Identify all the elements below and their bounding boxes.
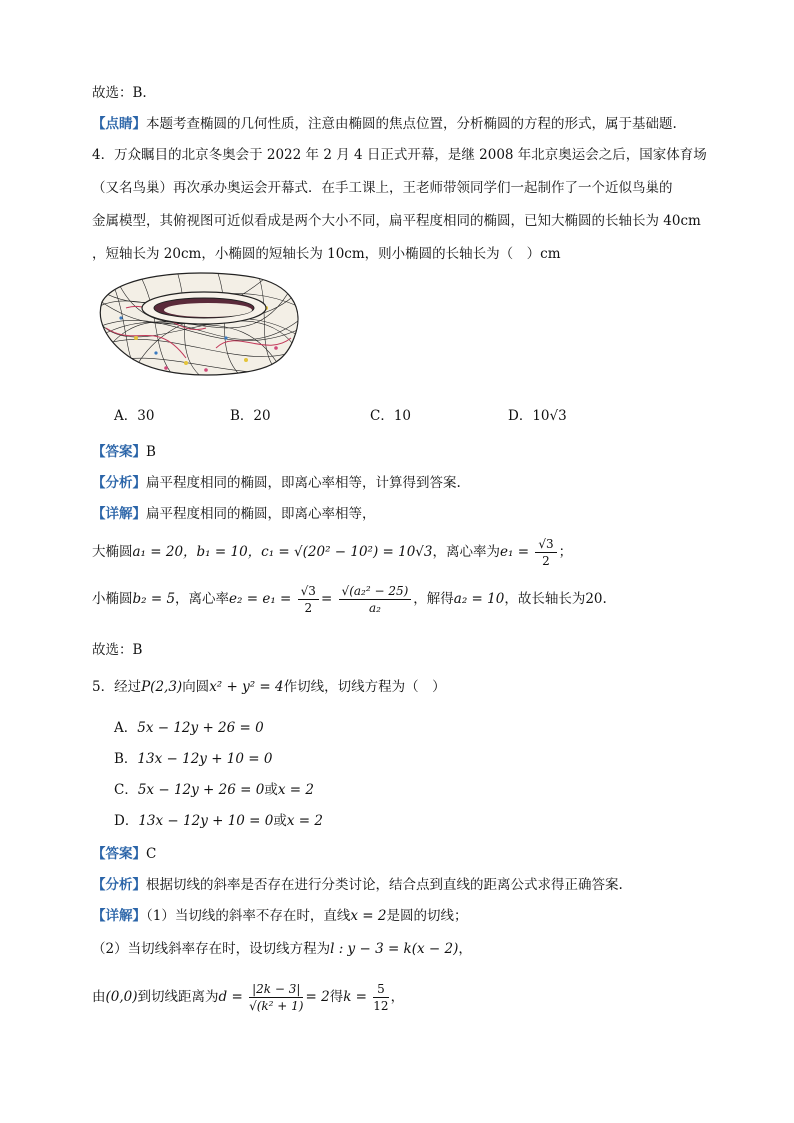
analysis-line: 【分析】扁平程度相同的椭圆，即离心率相等，计算得到答案. xyxy=(92,475,461,491)
section-tag: 【答案】 xyxy=(92,444,146,460)
detail-line: 【详解】（1）当切线的斜率不存在时，直线x = 2是圆的切线； xyxy=(92,908,468,924)
fraction: $\frac{5}{12}$ xyxy=(373,982,389,1013)
fraction: $\frac{\text{√(a₂² − 25)}}{\text{a₂}}$ xyxy=(339,583,412,616)
answer-line: 【答案】B xyxy=(92,444,156,460)
fraction: $\frac{√3}{2}$ xyxy=(535,536,556,569)
section-tag: 【答案】 xyxy=(92,846,146,862)
analysis-line: 【分析】根据切线的斜率是否存在进行分类讨论，结合点到直线的距离公式求得正确答案. xyxy=(92,877,623,893)
choice-a: A．5x − 12y + 26 = 0 xyxy=(114,720,264,736)
fraction: $\frac{|2k - 3|}{\text{√(k² + 1)}}$ xyxy=(249,982,304,1013)
choice-d: D．13x − 12y + 10 = 0或x = 2 xyxy=(114,813,323,829)
section-tag: 【详解】 xyxy=(92,908,146,924)
answer-line: 【答案】C xyxy=(92,846,157,862)
question-4-text: （又名鸟巢）再次承办奥运会开幕式．在手工课上，王老师带领同学们一起制作了一个近似鸟巢的 xyxy=(92,180,673,196)
choice-b: B．20 xyxy=(230,408,271,424)
section-tag: 【详解】 xyxy=(92,506,146,522)
choice-a: A．30 xyxy=(114,408,155,424)
text-line: 故选：B. xyxy=(92,85,147,101)
solution-step: 大椭圆a₁ = 20，b₁ = 10，c₁ = √(20² − 10²) = 10√3，离心率为e₁ = $\frac{√3}{2}$ ； xyxy=(92,537,573,568)
question-4-text: 金属模型，其俯视图可近似看成是两个大小不同，扁平程度相同的椭圆，已知大椭圆的长轴长为 40cm xyxy=(92,213,701,229)
text-line: 【点睛】本题考查椭圆的几何性质，注意由椭圆的焦点位置，分析椭圆的方程的形式，属于基础题. xyxy=(92,116,677,132)
question-4-text: 4．万众瞩目的北京冬奥会于 2022 年 2 月 4 日正式开幕，是继 2008 年北京奥运会之后，国家体育场 xyxy=(92,147,707,163)
fraction: $\frac{√3}{2}$ xyxy=(298,583,319,616)
detail-line: 【详解】扁平程度相同的椭圆，即离心率相等， xyxy=(92,506,376,522)
question-5-text: 5．经过P(2,3)向圆x² + y² = 4作切线，切线方程为（ ） xyxy=(92,679,446,695)
solution-step: 由(0,0)到切线距离为d = $\frac{|2k - 3|}{\text{√(k² + 1)}}$ = 2得k = $\frac{5}{12}$ ， xyxy=(92,982,405,1013)
section-tag: 【分析】 xyxy=(92,877,146,893)
question-4-text: ，短轴长为 20cm，小椭圆的短轴长为 10cm，则小椭圆的长轴长为（ ）cm xyxy=(92,246,561,262)
choice-d: D．10√3 xyxy=(508,408,567,424)
solution-step: （2）当切线斜率存在时，设切线方程为l : y − 3 = k(x − 2)， xyxy=(92,941,472,957)
choice-b: B．13x − 12y + 10 = 0 xyxy=(114,751,273,767)
choice-c: C．5x − 12y + 26 = 0或x = 2 xyxy=(114,782,314,798)
birds-nest-model-image xyxy=(96,268,302,468)
section-tag: 【分析】 xyxy=(92,475,146,491)
choice-c: C．10 xyxy=(370,408,412,424)
section-tag: 【点睛】 xyxy=(92,116,146,132)
solution-step: 小椭圆b₂ = 5，离心率e₂ = e₁ = $\frac{√3}{2}$ = $\frac{\text{√(a₂² − 25)}}{\text{a₂}}$ ，解得a₂ = 10，故长轴长为20. xyxy=(92,584,607,615)
text-line: 故选：B xyxy=(92,642,143,658)
